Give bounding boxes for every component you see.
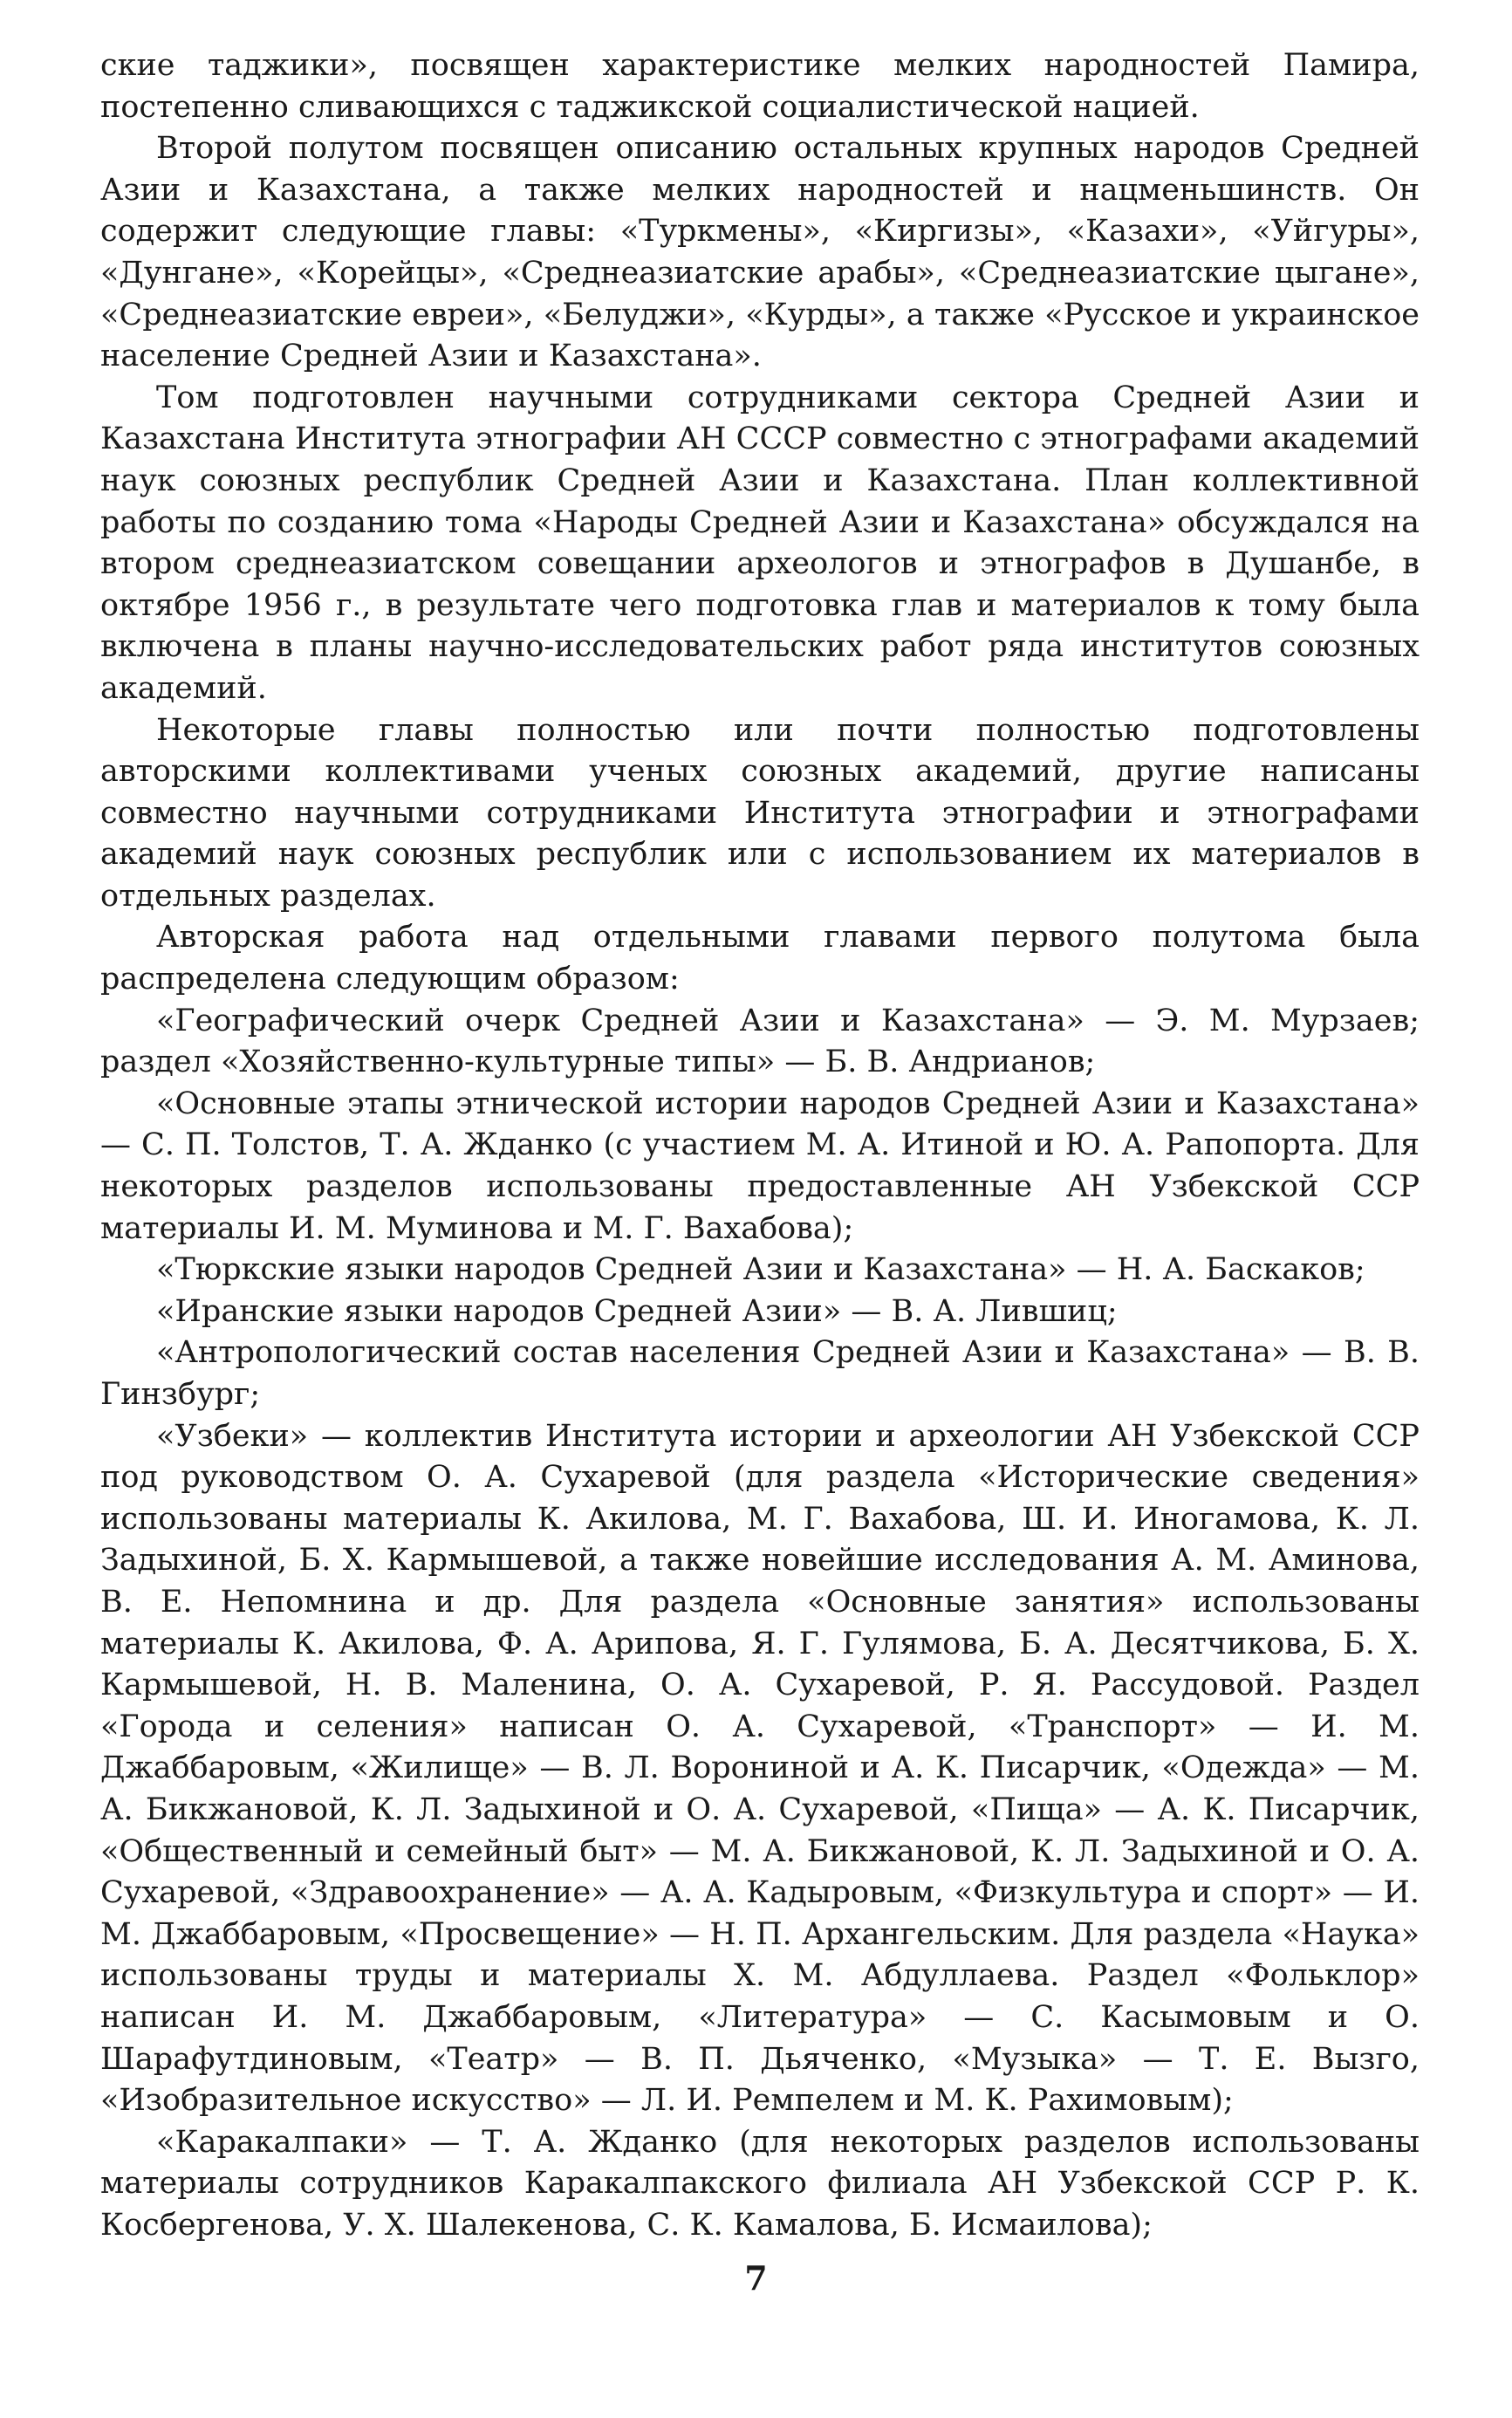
paragraph-second-half-volume: Второй полутом посвящен описанию остальных крупных народов Средней Азии и Казахстана, а также мелких народностей и нацменьшинств. Он содержит следующие главы: «Туркмены», «Киргизы», «Казахи», «Уйгуры», «Дунгане», «Корейцы», «Среднеазиатские арабы», «Среднеазиатские цыгане», «Среднеазиатские евреи», «Белуджи», «Курды», а также «Русское и украинское население Средней Азии и Казахстана». (100, 131, 1420, 374)
paragraph-ethnic-history: «Основные этапы этнической истории народов Средней Азии и Казахстана» — С. П. Толстов, Т. А. Жданко (с участием М. А. Итиной и Ю. А. Рапопорта. Для некоторых разделов использованы предоставленные АН Узбекской ССР материалы И. М. Муминова и М. Г. Вахабова); (100, 1086, 1420, 1246)
paragraph-continuation: ские таджики», посвящен характеристике мелких народностей Памира, постепенно сливающихся с таджикской социалистической нацией. (100, 48, 1420, 125)
paragraph-iranian-languages: «Иранские языки народов Средней Азии» — В. А. Лившиц; (156, 1293, 1118, 1329)
paragraph-volume-preparation: Том подготовлен научными сотрудниками сектора Средней Азии и Казахстана Института этнографии АН СССР совместно с этнографами академий наук союзных республик Средней Азии и Казахстана. План коллективной работы по созданию тома «Народы Средней Азии и Казахстана» обсуждался на втором среднеазиатском совещании археологов и этнографов в Душанбе, в октябре 1956 г., в результате чего подготовка глав и материалов к тому была включена в планы научно-исследовательских работ ряда институтов союзных академий. (100, 380, 1420, 706)
paragraph-authorship-intro: Авторская работа над отдельными главами первого полутома была распределена следующим образом: (100, 920, 1420, 997)
page-body (100, 45, 1420, 2246)
paragraph-geographic-sketch: «Географический очерк Средней Азии и Казахстана» — Э. М. Мурзаев; раздел «Хозяйственно-культурные типы» — Б. В. Андрианов; (100, 1003, 1420, 1080)
paragraph-karakalpaks: «Каракалпаки» — Т. А. Жданко (для некоторых разделов использованы материалы сотрудников Каракалпакского филиала АН Узбекской ССР Р. К. Косбергенова, У. Х. Шалекенова, С. К. Камалова, Б. Исмаилова); (100, 2124, 1420, 2243)
paragraph-author-collectives: Некоторые главы полностью или почти полностью подготовлены авторскими коллективами ученых союзных академий, другие написаны совместно научными сотрудниками Института этнографии и этнографами академий наук союзных республик или с использованием их материалов в отдельных разделах. (100, 712, 1420, 914)
paragraph-uzbeks: «Узбеки» — коллектив Института истории и археологии АН Узбекской ССР под руководством О. А. Сухаревой (для раздела «Исторические сведения» использованы материалы К. Акилова, М. Г. Вахабова, Ш. И. Иногамова, К. Л. Задыхиной, Б. Х. Кармышевой, а также новейшие исследования А. М. Аминова, В. Е. Непомнина и др. Для раздела «Основные занятия» использованы материалы К. Акилова, Ф. А. Арипова, Я. Г. Гулямова, Б. А. Десятчикова, Б. Х. Кармышевой, Н. В. Маленина, О. А. Сухаревой, Р. Я. Рассудовой. Раздел «Города и селения» написан О. А. Сухаревой, «Транспорт» — И. М. Джаббаровым, «Жилище» — В. Л. Ворониной и А. К. Писарчик, «Одежда» — М. А. Бикжановой, К. Л. Задыхиной и О. А. Сухаревой, «Пища» — А. К. Писарчик, «Общественный и семейный быт» — М. А. Бикжановой, К. Л. Задыхиной и О. А. Сухаревой, «Здравоохранение» — А. А. Кадыровым, «Физкультура и спорт» — И. М. Джаббаровым, «Просвещение» — Н. П. Архангельским. Для раздела «Наука» использованы труды и материалы Х. М. Абдуллаева. Раздел «Фольклор» написан И. М. Джаббаровым, «Литература» — С. Касымовым и О. Шарафутдиновым, «Театр» — В. П. Дьяченко, «Музыка» — Т. Е. Вызго, «Изобразительное искусство» — Л. И. Ремпелем и М. К. Рахимовым); (100, 1418, 1420, 2119)
paragraph-anthropology: «Антропологический состав населения Средней Азии и Казахстана» — В. В. Гинзбург; (100, 1335, 1420, 1412)
page-number: 7 (744, 2258, 768, 2298)
paragraph-turkic-languages: «Тюркские языки народов Средней Азии и Казахстана» — Н. А. Баскаков; (156, 1252, 1365, 1288)
